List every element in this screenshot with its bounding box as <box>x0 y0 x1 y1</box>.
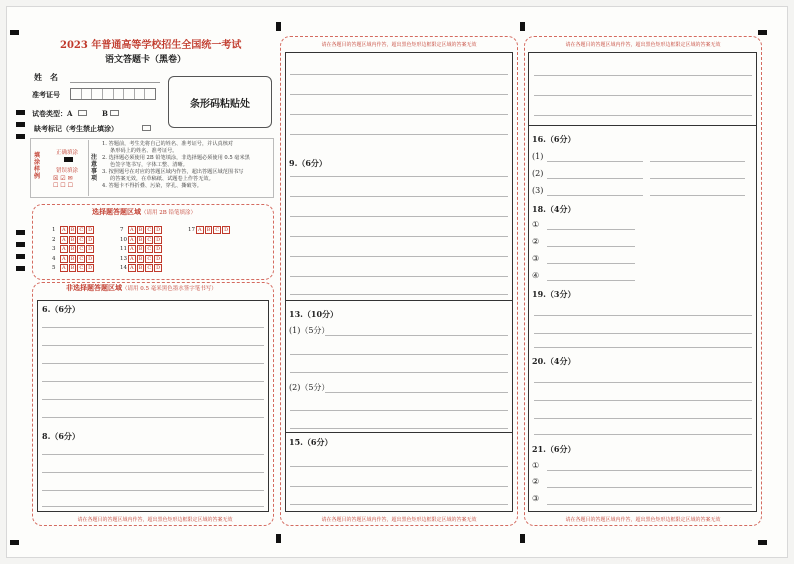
q18-2-label: ② <box>532 237 540 246</box>
option-bubble[interactable]: D <box>224 227 229 233</box>
registration-mark <box>10 540 19 545</box>
rule-line: 的答案无效，在草稿纸、试题卷上作答无效。 <box>110 176 214 182</box>
option-bubble[interactable]: A <box>62 265 66 271</box>
q16-2-label: (2) <box>532 169 544 178</box>
barcode-area <box>168 76 272 128</box>
writing-line[interactable] <box>534 400 752 401</box>
writing-line[interactable] <box>42 399 264 400</box>
paper-type-b-box[interactable] <box>110 110 119 116</box>
option-bubble[interactable]: A <box>62 236 66 243</box>
writing-line[interactable] <box>534 434 752 435</box>
writing-line[interactable] <box>325 335 508 336</box>
q21-2-label: ② <box>532 477 540 486</box>
writing-line[interactable] <box>650 178 745 179</box>
q16-3-label: (3) <box>532 186 544 195</box>
nonchoice-title-text: 非选择题答题区域 <box>66 283 122 292</box>
option-bubble[interactable]: C <box>147 265 152 271</box>
writing-line[interactable] <box>42 345 264 346</box>
nonchoice-hint: （请用 0.5 毫米黑色墨水签字笔书写） <box>122 286 217 292</box>
writing-line[interactable] <box>42 506 264 507</box>
writing-line[interactable] <box>290 354 508 355</box>
option-bubble[interactable]: C <box>147 236 152 243</box>
name-field[interactable] <box>70 82 160 83</box>
q6-box <box>37 300 269 512</box>
registration-mark <box>758 540 767 545</box>
choice-row <box>52 245 95 253</box>
exam-title: 2023 年普通高等学校招生全国统一考试 <box>60 40 242 51</box>
choice-row <box>120 226 163 234</box>
choice-row <box>120 255 163 263</box>
choice-row <box>120 245 163 253</box>
option-bubble[interactable]: A <box>130 246 134 252</box>
option-bubble[interactable]: A <box>62 227 66 233</box>
registration-mark <box>520 22 525 31</box>
fill-sample-title: 填涂样例 <box>34 152 41 180</box>
writing-line[interactable] <box>290 486 508 487</box>
option-bubble[interactable]: D <box>88 236 93 243</box>
writing-line[interactable] <box>547 280 635 281</box>
writing-line[interactable] <box>534 115 752 116</box>
q6-label: 6.（6分） <box>42 304 80 314</box>
q15-label: 15.（6分） <box>289 437 333 447</box>
name-label: 姓 名 <box>34 72 58 82</box>
writing-line[interactable] <box>547 161 643 162</box>
option-bubble[interactable]: D <box>88 255 93 262</box>
writing-line[interactable] <box>290 216 508 217</box>
middle-top-notice: 请在各题目的答题区域内作答，超出黑色矩形边框限定区域的答案无效 <box>321 42 477 48</box>
option-bubble[interactable]: C <box>79 236 84 243</box>
writing-line[interactable] <box>290 74 508 75</box>
writing-line[interactable] <box>290 504 508 505</box>
rule-line: 条形码上的姓名、准考证号。 <box>110 148 178 154</box>
writing-line[interactable] <box>534 382 752 383</box>
writing-line[interactable] <box>42 327 264 328</box>
choice-row <box>188 226 231 234</box>
writing-line[interactable] <box>534 418 752 419</box>
timing-mark <box>16 110 25 115</box>
option-bubble[interactable]: D <box>156 236 161 243</box>
writing-line[interactable] <box>42 381 264 382</box>
rule-line: 3. 按照题号在对应的答题区域内作答，超出答题区域范围书写 <box>102 169 244 175</box>
writing-line[interactable] <box>547 195 643 196</box>
choice-title <box>92 207 196 217</box>
q19-label: 19.（3分） <box>532 289 576 299</box>
option-bubble[interactable]: B <box>138 236 143 243</box>
writing-line[interactable] <box>290 276 508 277</box>
registration-mark <box>276 534 281 543</box>
rule-line: 2. 选择题必须使用 2B 铅笔填涂，非选择题必须使用 0.5 毫米黑 <box>102 155 250 161</box>
option-bubble[interactable]: A <box>62 246 66 252</box>
writing-line[interactable] <box>547 504 752 505</box>
option-bubble[interactable]: C <box>79 255 84 262</box>
option-bubble[interactable]: B <box>70 246 75 252</box>
registration-mark <box>276 22 281 31</box>
option-bubble[interactable]: B <box>138 227 143 233</box>
registration-mark <box>758 30 767 35</box>
exam-no-boxes[interactable] <box>70 88 156 100</box>
q13-2-label: (2)（5分） <box>289 383 330 392</box>
choice-row <box>52 226 95 234</box>
q21-1-label: ① <box>532 461 540 470</box>
barcode-label: 条形码粘贴处 <box>190 98 250 110</box>
question-number: 11 <box>120 246 127 252</box>
option-bubble[interactable]: A <box>198 227 202 233</box>
writing-line[interactable] <box>290 428 508 429</box>
writing-line[interactable] <box>534 347 752 348</box>
q8-label: 8.（6分） <box>42 431 80 441</box>
option-bubble[interactable]: C <box>147 255 152 262</box>
nonchoice-title <box>66 283 217 293</box>
option-bubble[interactable]: B <box>70 255 75 262</box>
right-bottom-notice: 请在各题目的答题区域内作答，超出黑色矩形边框限定区域的答案无效 <box>565 517 721 523</box>
option-bubble[interactable]: D <box>156 227 161 233</box>
absent-mark-box[interactable] <box>142 125 151 131</box>
option-bubble[interactable]: D <box>88 246 93 252</box>
question-number: 13 <box>120 255 127 262</box>
option-bubble[interactable]: B <box>138 246 143 252</box>
writing-line[interactable] <box>42 490 264 491</box>
writing-line[interactable] <box>290 94 508 95</box>
q13-divider <box>285 432 513 433</box>
rule-line: 1. 答题前，考生先将自己的姓名、准考证号，并认真核对 <box>102 141 234 147</box>
timing-mark <box>16 230 25 235</box>
choice-row <box>52 236 95 244</box>
q18-4-label: ④ <box>532 271 540 280</box>
question-number: 4 <box>52 255 56 262</box>
option-bubble[interactable]: D <box>156 246 161 252</box>
writing-line[interactable] <box>547 178 643 179</box>
correct-fill-label: 正确填涂 <box>56 150 79 156</box>
writing-line[interactable] <box>534 95 752 96</box>
question-number: 3 <box>52 246 56 252</box>
wrong-fill-samples: ☒ ☑ ✉ ☐ ☐ ☐ <box>53 175 73 189</box>
q18-1-label: ① <box>532 220 540 229</box>
option-bubble[interactable]: B <box>70 236 75 243</box>
option-bubble[interactable]: C <box>79 246 84 252</box>
q9-divider <box>285 300 513 301</box>
question-number: 10 <box>120 236 127 243</box>
option-bubble[interactable]: B <box>138 255 143 262</box>
q13-label: 13.（10分） <box>289 309 339 319</box>
question-number: 14 <box>120 265 127 271</box>
option-bubble[interactable]: C <box>79 227 84 233</box>
q18-label: 18.（4分） <box>532 204 576 214</box>
timing-mark <box>16 254 25 259</box>
writing-line[interactable] <box>290 176 508 177</box>
writing-line[interactable] <box>534 333 752 334</box>
q16-1-label: (1) <box>532 152 544 161</box>
left-bottom-notice: 请在各题目的答题区域内作答，超出黑色矩形边框限定区域的答案无效 <box>77 517 233 523</box>
option-bubble[interactable]: B <box>206 227 211 233</box>
option-bubble[interactable]: D <box>156 265 161 271</box>
rule-line: 4. 答题卡不得折叠、污染，穿孔、撕破等。 <box>102 183 202 189</box>
paper-type-a-box[interactable] <box>78 110 87 116</box>
writing-line[interactable] <box>290 236 508 237</box>
writing-line[interactable] <box>547 263 635 264</box>
writing-line[interactable] <box>547 229 635 230</box>
writing-line[interactable] <box>290 372 508 373</box>
writing-line[interactable] <box>290 114 508 115</box>
question-number: 17 <box>188 227 195 233</box>
writing-line[interactable] <box>290 256 508 257</box>
choice-title-text: 选择题答题区域 <box>92 207 141 216</box>
option-bubble[interactable]: D <box>88 227 93 233</box>
rules-title: 注意事项 <box>91 154 98 182</box>
option-bubble[interactable]: A <box>130 255 134 262</box>
choice-row <box>52 264 95 272</box>
q16-divider <box>528 125 757 126</box>
choice-row <box>120 264 163 272</box>
option-bubble[interactable]: C <box>147 227 152 233</box>
writing-line[interactable] <box>290 196 508 197</box>
option-bubble[interactable]: A <box>130 265 134 271</box>
option-bubble[interactable]: A <box>130 227 134 233</box>
rule-line: 色签字笔书写，字体工整、清晰。 <box>110 162 188 168</box>
timing-mark <box>16 266 25 271</box>
writing-line[interactable] <box>534 75 752 76</box>
option-bubble[interactable]: A <box>130 236 134 243</box>
choice-hint: （请用 2B 铅笔填涂） <box>141 210 197 216</box>
q21-label: 21.（6分） <box>532 444 576 454</box>
option-bubble[interactable]: B <box>70 265 75 271</box>
question-number: 5 <box>52 265 56 271</box>
writing-line[interactable] <box>290 466 508 467</box>
writing-line[interactable] <box>290 294 508 295</box>
writing-line[interactable] <box>42 454 264 455</box>
q16-label: 16.（6分） <box>532 134 576 144</box>
writing-line[interactable] <box>42 417 264 418</box>
option-bubble[interactable]: B <box>138 265 143 271</box>
option-bubble[interactable]: B <box>70 227 75 233</box>
option-bubble[interactable]: D <box>156 255 161 262</box>
option-bubble[interactable]: C <box>215 227 220 233</box>
q21-3-label: ③ <box>532 494 540 503</box>
option-bubble[interactable]: C <box>147 246 152 252</box>
timing-mark <box>16 122 25 127</box>
writing-line[interactable] <box>290 410 508 411</box>
q20-label: 20.（4分） <box>532 356 576 366</box>
option-bubble[interactable]: C <box>79 265 84 271</box>
question-number: 7 <box>120 227 124 233</box>
timing-mark <box>16 134 25 139</box>
writing-line[interactable] <box>42 472 264 473</box>
writing-line[interactable] <box>534 315 752 316</box>
paper-type-label: 试卷类型：A <box>32 109 73 118</box>
choice-row <box>120 236 163 244</box>
writing-line[interactable] <box>325 392 508 393</box>
question-number: 1 <box>52 227 56 233</box>
writing-line[interactable] <box>290 134 508 135</box>
right-box <box>528 52 757 512</box>
writing-line[interactable] <box>650 161 745 162</box>
card-subtitle: 语文答题卡（黑卷） <box>105 55 187 65</box>
registration-mark <box>10 30 19 35</box>
option-bubble[interactable]: A <box>62 255 66 262</box>
question-number: 2 <box>52 236 56 243</box>
choice-row <box>52 255 95 263</box>
writing-line[interactable] <box>650 195 745 196</box>
writing-line[interactable] <box>547 470 752 471</box>
writing-line[interactable] <box>547 246 635 247</box>
q13-1-label: (1)（5分） <box>289 326 330 335</box>
paper-type-b-label: B <box>102 109 108 118</box>
writing-line[interactable] <box>547 487 752 488</box>
correct-fill-sample <box>64 157 73 162</box>
registration-mark <box>520 534 525 543</box>
option-bubble[interactable]: D <box>88 265 93 271</box>
exam-no-label: 准考证号 <box>32 90 60 99</box>
middle-bottom-notice: 请在各题目的答题区域内作答，超出黑色矩形边框限定区域的答案无效 <box>321 517 477 523</box>
fill-sample-divider <box>88 140 89 196</box>
rules-list <box>102 141 272 190</box>
right-top-notice: 请在各题目的答题区域内作答，超出黑色矩形边框限定区域的答案无效 <box>565 42 721 48</box>
absent-label: 缺考标记（考生禁止填涂） <box>34 124 118 133</box>
writing-line[interactable] <box>42 363 264 364</box>
wrong-fill-label: 错误填涂 <box>56 168 79 174</box>
q18-3-label: ③ <box>532 254 540 263</box>
timing-mark <box>16 242 25 247</box>
q9-label: 9.（6分） <box>289 158 327 168</box>
